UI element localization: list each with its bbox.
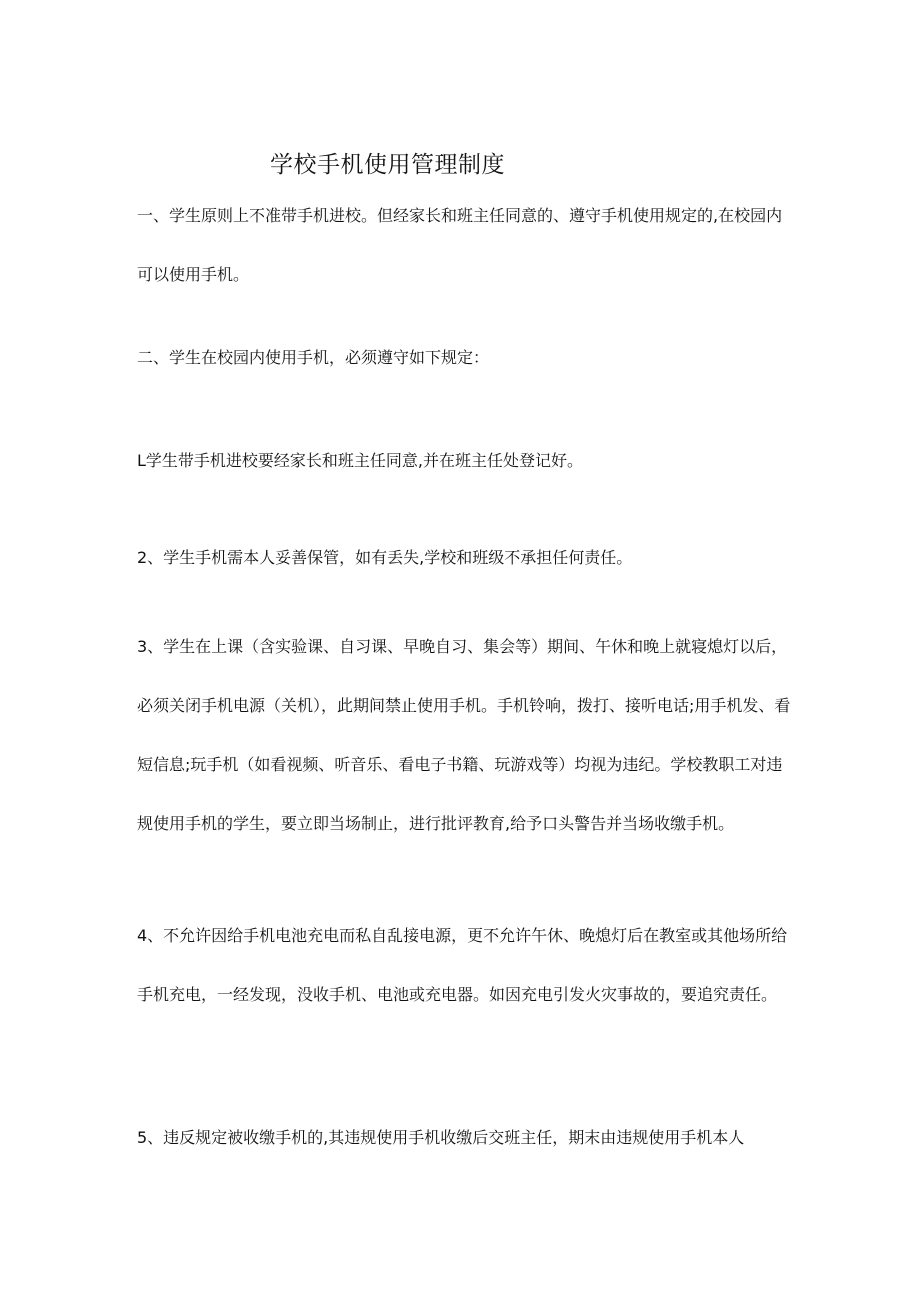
paragraph-7: 5、违反规定被收缴手机的,其违规使用手机收缴后交班主任，期末由违规使用手机本人 <box>137 1128 745 1147</box>
paragraph-5: 3、学生在上课（含实验课、自习课、早晚自习、集会等）期间、午休和晚上就寝熄灯以后，必须关闭手机电源（关机），此期间禁止使用手机。手机铃响，拨打、接听电话;用手机发、看短信息;玩手机（如看视频、听音乐、看电子书籍、玩游戏等）均视为违纪。学校教职工对违规使用手机的学生，要立即当场制止，进行批评教育,给予口头警告并当场收缴手机。 <box>137 637 791 833</box>
paragraph-4: 2、学生手机需本人妥善保管，如有丢失,学校和班级不承担任何责任。 <box>137 548 633 567</box>
document-title: 学校手机使用管理制度 <box>270 152 505 178</box>
paragraph-1: 一、学生原则上不准带手机进校。但经家长和班主任同意的、遵守手机使用规定的,在校园内可以使用手机。 <box>137 206 783 284</box>
paragraph-2: 二、学生在校园内使用手机，必须遵守如下规定： <box>137 348 490 367</box>
paragraph-6: 4、不允许因给手机电池充电而私自乱接电源，更不允许午休、晚熄灯后在教室或其他场所给手机充电，一经发现，没收手机、电池或充电器。如因充电引发火灾事故的，要追究责任。 <box>137 926 788 1004</box>
paragraph-3: L学生带手机进校要经家长和班主任同意,并在班主任处登记好。 <box>137 451 584 470</box>
